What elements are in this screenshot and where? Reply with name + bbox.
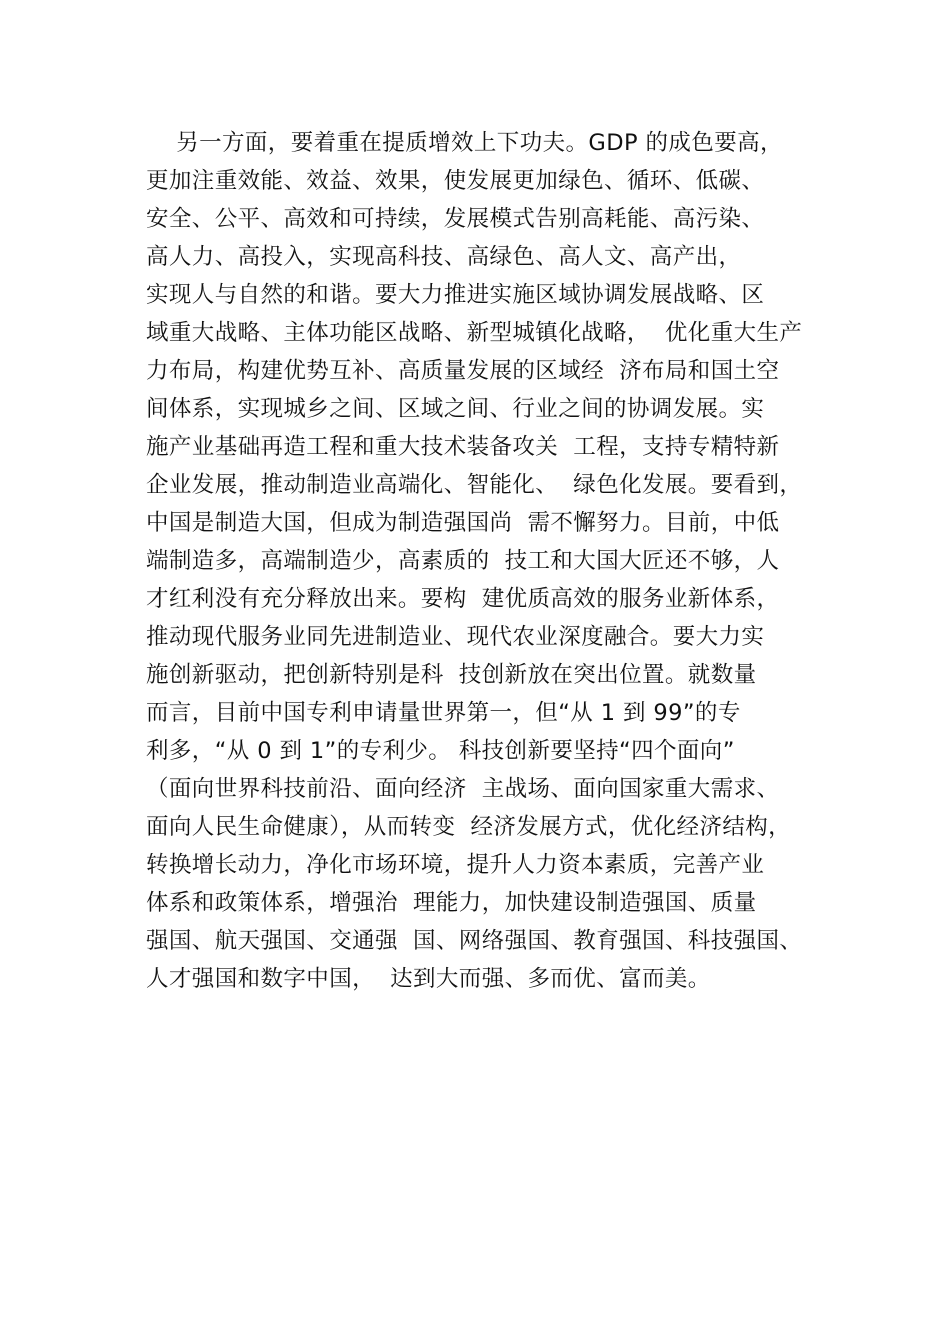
paragraph-line-3: 安全、公平、高效和可持续，发展模式告别高耗能、高污染、 [146,206,765,232]
paragraph-line-6: 域重大战略、主体功能区战略、新型城镇化战略， 优化重大生产 [146,320,803,346]
paragraph-line-18: （面向世界科技前沿、面向经济 主战场、面向国家重大需求、 [146,776,780,802]
paragraph-line-10: 企业发展，推动制造业高端化、智能化、 绿色化发展。要看到， [146,472,803,498]
paragraph-line-1: 另一方面，要着重在提质增效上下功夫。GDP 的成色要高， [146,130,783,156]
paragraph-line-15: 施创新驱动，把创新特别是科 技创新放在突出位置。就数量 [146,662,757,688]
paragraph-line-17: 利多，“从 0 到 1”的专利少。 科技创新要坚持“四个面向” [146,738,735,764]
paragraph-line-5: 实现人与自然的和谐。要大力推进实施区域协调发展战略、区 [146,282,765,308]
paragraph-line-11: 中国是制造大国，但成为制造强国尚 需不懈努力。目前，中低 [146,510,780,536]
paragraph-line-9: 施产业基础再造工程和重大技术装备攻关 工程，支持专精特新 [146,434,780,460]
paragraph-line-16: 而言，目前中国专利申请量世界第一，但“从 1 到 99”的专 [146,700,741,726]
body-paragraph [146,124,846,998]
paragraph-line-4: 高人力、高投入，实现高科技、高绿色、高人文、高产出， [146,244,742,270]
paragraph-line-13: 才红利没有充分释放出来。要构 建优质高效的服务业新体系， [146,586,780,612]
paragraph-line-2: 更加注重效能、效益、效果，使发展更加绿色、循环、低碳、 [146,168,765,194]
paragraph-line-21: 体系和政策体系，增强治 理能力，加快建设制造强国、质量 [146,890,757,916]
paragraph-line-7: 力布局，构建优势互补、高质量发展的区域经 济布局和国土空 [146,358,780,384]
paragraph-line-20: 转换增长动力，净化市场环境，提升人力资本素质，完善产业 [146,852,765,878]
paragraph-line-12: 端制造多，高端制造少，高素质的 技工和大国大匠还不够，人 [146,548,780,574]
paragraph-line-8: 间体系，实现城乡之间、区域之间、行业之间的协调发展。实 [146,396,765,422]
paragraph-line-19: 面向人民生命健康），从而转变 经济发展方式，优化经济结构， [146,814,792,840]
paragraph-line-22: 强国、航天强国、交通强 国、网络强国、教育强国、科技强国、 [146,928,803,954]
paragraph-line-14: 推动现代服务业同先进制造业、现代农业深度融合。要大力实 [146,624,765,650]
paragraph-line-23: 人才强国和数字中国， 达到大而强、多而优、富而美。 [146,966,711,992]
